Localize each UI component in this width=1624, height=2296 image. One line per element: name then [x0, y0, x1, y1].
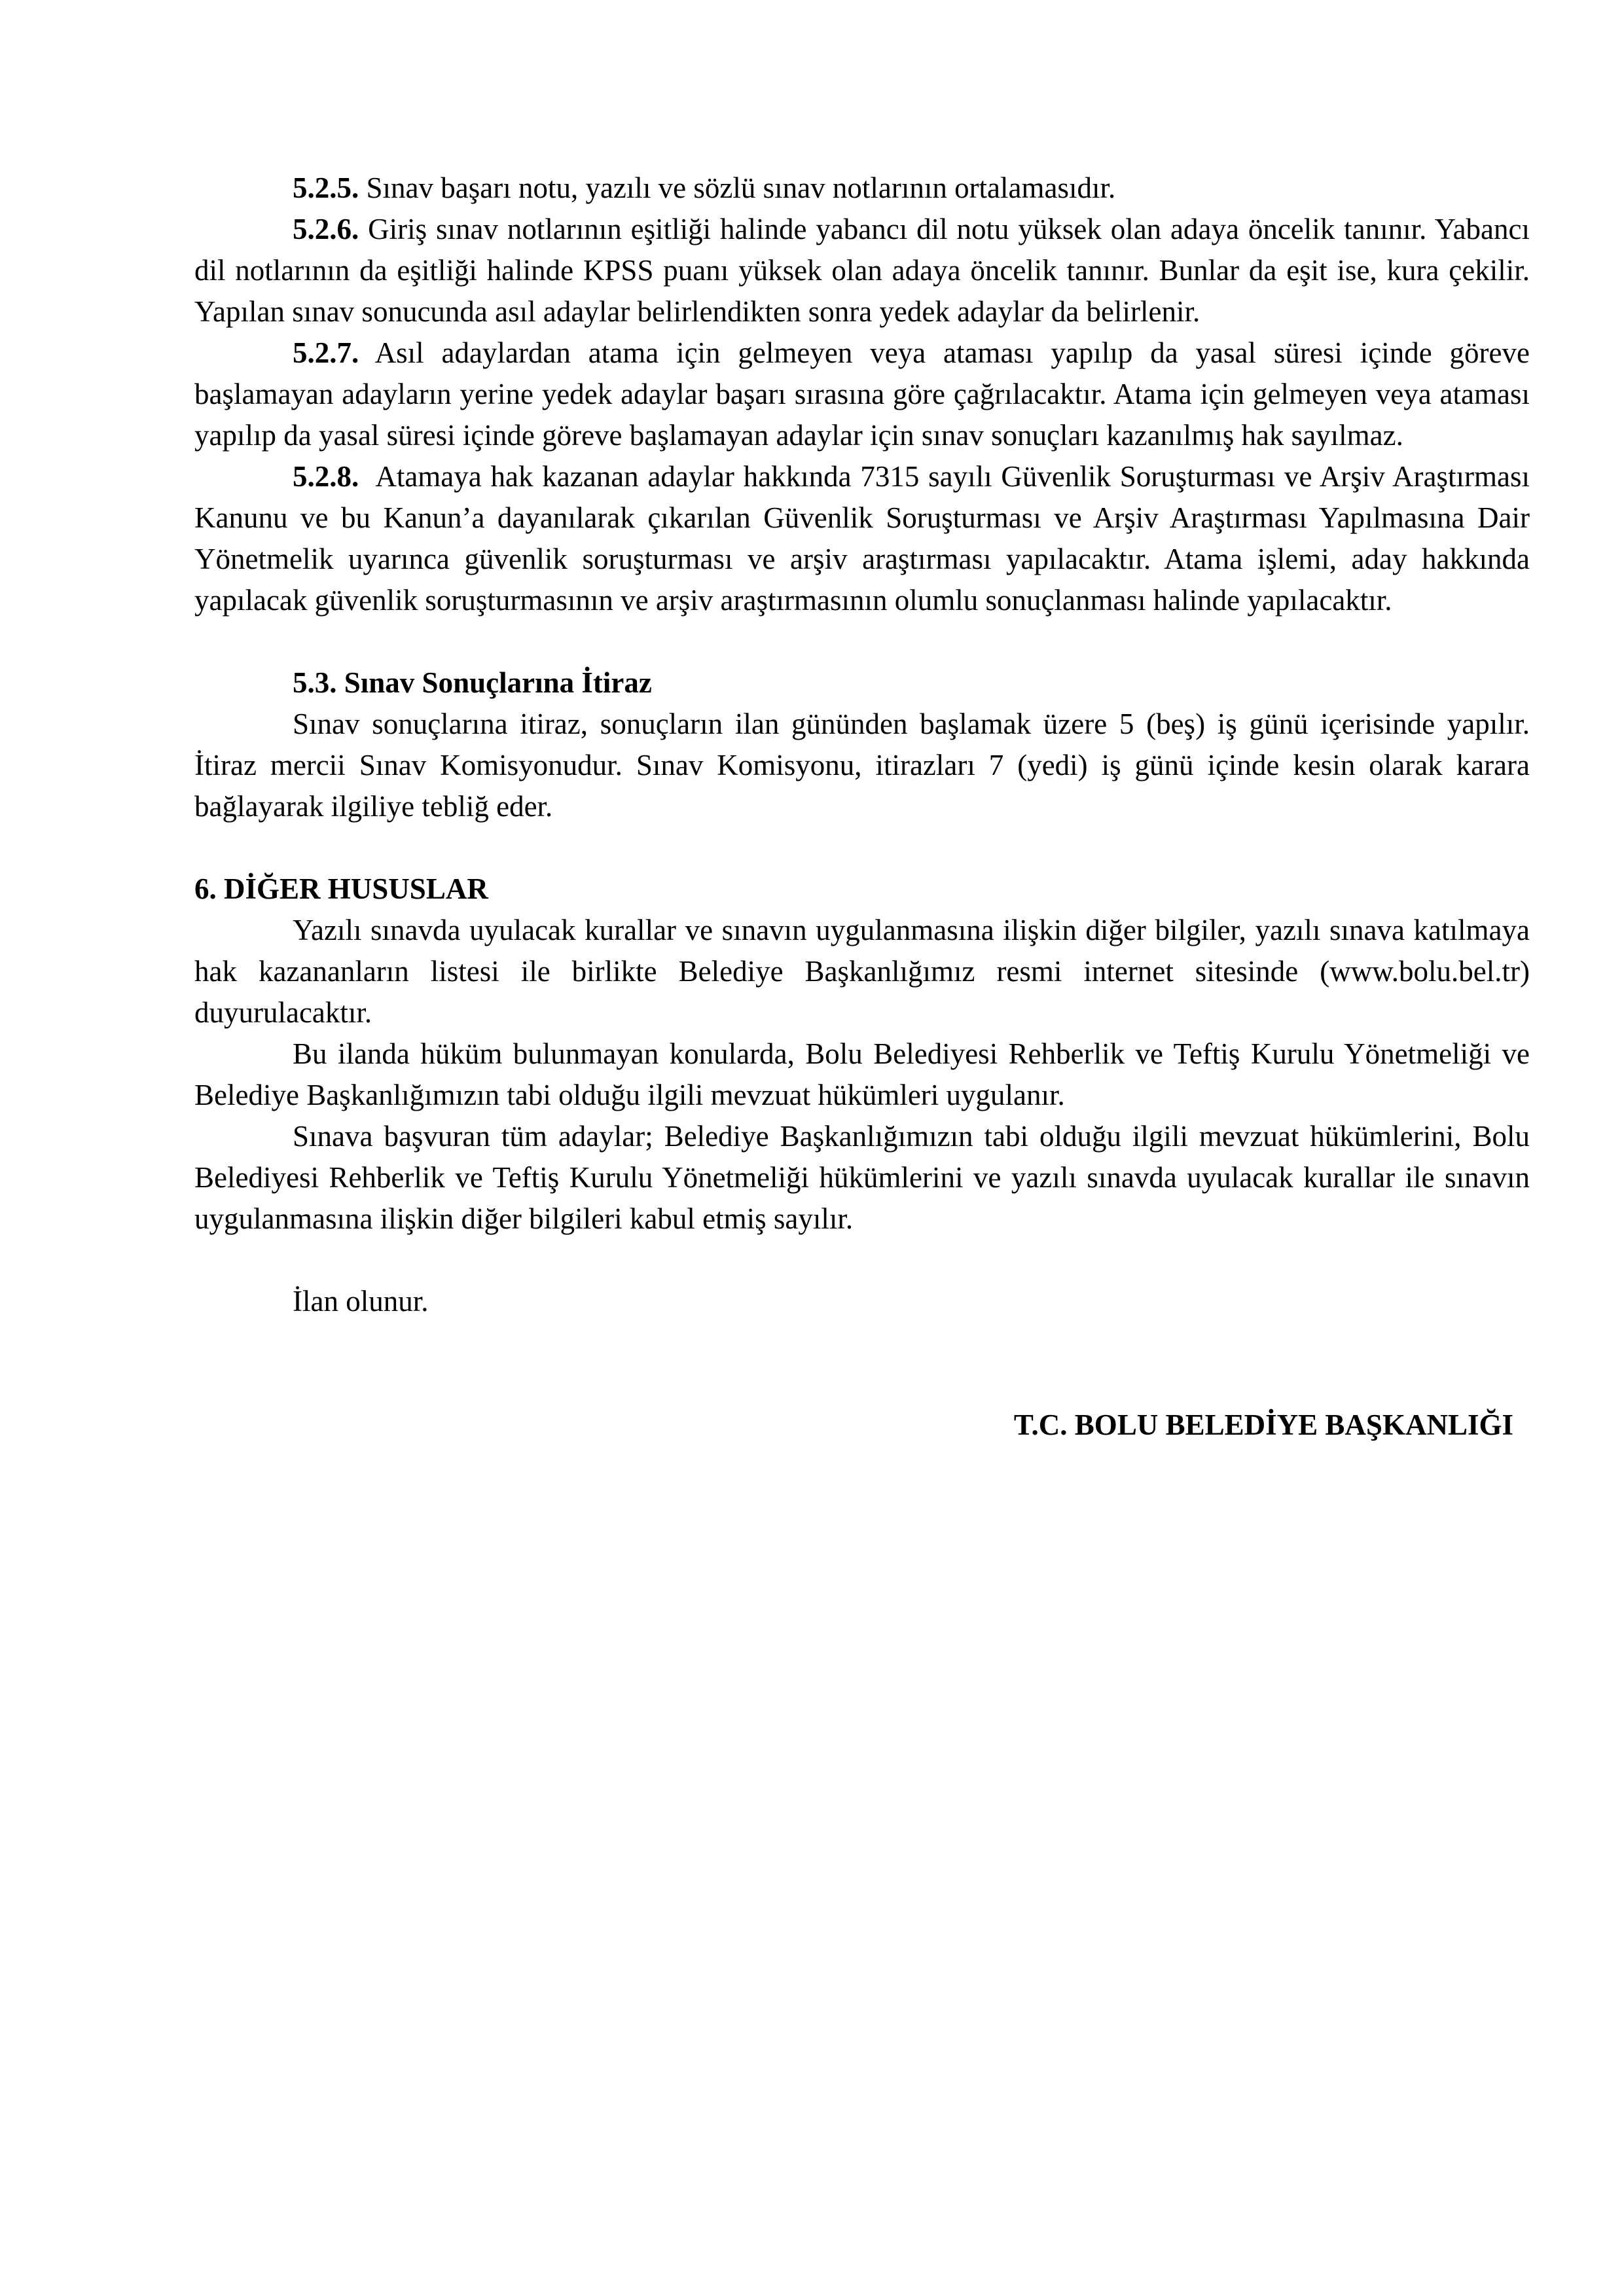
blank-line [194, 827, 1530, 869]
paragraph-5-2-7-number: 5.2.7. [293, 336, 359, 369]
paragraph-5-2-5 [194, 168, 1530, 209]
closing-statement: İlan olunur. [293, 1285, 429, 1318]
paragraph-5-2-8-number: 5.2.8. [293, 460, 359, 493]
blank-line [194, 621, 1530, 662]
paragraph-5-2-6-text: Giriş sınav notlarının eşitliği halinde yabancı dil notu yüksek olan adaya öncelik tanınır. Yabancı dil notlarının da eşitliği halinde KPSS puanı yüksek olan adaya öncelik tanınır. Bunlar da eşit ise, kura çekilir. Yapılan sınav sonucunda asıl adaylar belirlendikten sonra yedek adaylar da belirlenir. [194, 213, 1530, 328]
paragraph-5-2-7 [194, 332, 1530, 456]
blank-line [194, 1322, 1530, 1405]
paragraph-5-2-6 [194, 209, 1530, 332]
paragraph-5-2-8 [194, 456, 1530, 621]
paragraph-5-2-7-text: Asıl adaylardan atama için gelmeyen veya ataması yapılıp da yasal süresi içinde göreve başlamayan adayların yerine yedek adaylar başarı sırasına göre çağrılacaktır. Atama için gelmeyen veya ataması yapılıp da yasal süresi içinde göreve başlamayan adaylar için sınav sonuçları kazanılmış hak sayılmaz. [194, 336, 1530, 452]
document-body [194, 168, 1530, 1446]
paragraph-5-2-5-number: 5.2.5. [293, 171, 359, 204]
paragraph-6-1: Yazılı sınavda uyulacak kurallar ve sınavın uygulanmasına ilişkin diğer bilgiler, yazılı sınava katılmaya hak kazananların listesi ile birlikte Belediye Başkanlığımız resmi internet sitesinde (www.bolu.bel.tr) duyurulacaktır. [194, 914, 1530, 1029]
paragraph-5-2-5-text: Sınav başarı notu, yazılı ve sözlü sınav notlarının ortalamasıdır. [359, 171, 1116, 204]
paragraph-5-2-6-number: 5.2.6. [293, 213, 359, 245]
paragraph-5-3: Sınav sonuçlarına itiraz, sonuçların ilan gününden başlamak üzere 5 (beş) iş günü içerisinde yapılır. İtiraz mercii Sınav Komisyonudur. Sınav Komisyonu, itirazları 7 (yedi) iş günü içinde kesin olarak karara bağlayarak ilgiliye tebliğ eder. [194, 708, 1530, 823]
paragraph-5-2-8-text: Atamaya hak kazanan adaylar hakkında 7315 sayılı Güvenlik Soruşturması ve Arşiv Araştırması Kanunu ve bu Kanun’a dayanılarak çıkarılan Güvenlik Soruşturması ve Arşiv Araştırması Yapılmasına Dair Yönetmelik uyarınca güvenlik soruşturması ve arşiv araştırması yapılacaktır. Atama işlemi, aday hakkında yapılacak güvenlik soruşturmasının ve arşiv araştırmasının olumlu sonuçlanması halinde yapılacaktır. [194, 460, 1530, 617]
signature-line: T.C. BOLU BELEDİYE BAŞKANLIĞI [1013, 1408, 1513, 1441]
heading-6: 6. DİĞER HUSUSLAR [194, 872, 488, 905]
paragraph-6-2: Bu ilanda hüküm bulunmayan konularda, Bolu Belediyesi Rehberlik ve Teftiş Kurulu Yönetmeliği ve Belediye Başkanlığımızın tabi olduğu ilgili mevzuat hükümleri uygulanır. [194, 1037, 1530, 1111]
paragraph-6-3: Sınava başvuran tüm adaylar; Belediye Başkanlığımızın tabi olduğu ilgili mevzuat hükümlerini, Bolu Belediyesi Rehberlik ve Teftiş Kurulu Yönetmeliği hükümlerini ve yazılı sınavda uyulacak kurallar ile sınavın uygulanmasına ilişkin diğer bilgileri kabul etmiş sayılır. [194, 1120, 1530, 1235]
blank-line [194, 1240, 1530, 1281]
heading-5-3: 5.3. Sınav Sonuçlarına İtiraz [293, 666, 652, 699]
